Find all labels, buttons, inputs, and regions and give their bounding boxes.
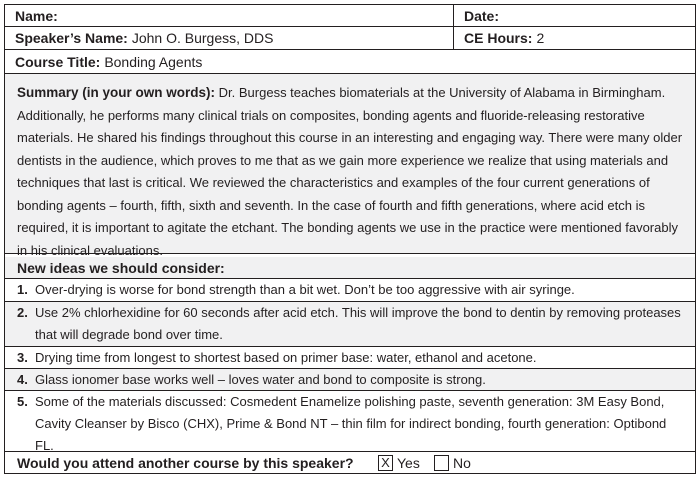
course-title-cell xyxy=(5,50,695,73)
speaker-ce-row xyxy=(5,27,695,50)
course-title-row xyxy=(5,50,695,74)
summary-label: Summary (in your own words): xyxy=(17,85,216,100)
idea-text: Some of the materials discussed: Cosmedent Enamelize polishing paste, seventh generation: 3M Easy Bond, Cavity Cleanser by Bisco (CHX), Prime & Bond NT – thin film for indirect bonding, fourth generation: Optibond FL. xyxy=(35,394,667,453)
idea-text: Use 2% chlorhexidine for 60 seconds after acid etch. This will improve the bond to dentin by removing proteases that will degrade bond over time. xyxy=(35,305,681,342)
idea-text: Over-drying is worse for bond strength than a bit wet. Don’t be too aggressive with air syringe. xyxy=(35,282,575,297)
speaker-value: John O. Burgess, DDS xyxy=(131,30,274,46)
idea-item xyxy=(5,391,695,451)
idea-number: 3. xyxy=(17,350,28,365)
idea-item xyxy=(5,279,695,302)
idea-number: 2. xyxy=(17,305,28,320)
idea-item xyxy=(5,302,695,347)
idea-text: Drying time from longest to shortest based on primer base: water, ethanol and acetone. xyxy=(35,350,537,365)
yes-label: Yes xyxy=(397,455,420,471)
idea-number: 5. xyxy=(17,394,28,409)
attend-again-row xyxy=(5,451,695,473)
speaker-cell xyxy=(5,27,453,49)
yes-checkbox[interactable]: X xyxy=(378,455,393,471)
course-title-label: Course Title: xyxy=(15,53,101,70)
course-evaluation-form xyxy=(4,4,696,474)
ce-hours-cell xyxy=(453,27,695,49)
no-checkbox[interactable] xyxy=(434,455,449,471)
attend-again-question: Would you attend another course by this speaker? xyxy=(17,455,354,471)
date-label: Date: xyxy=(464,7,500,24)
idea-text: Glass ionomer base works well – loves water and bond to composite is strong. xyxy=(35,372,486,387)
date-cell[interactable] xyxy=(453,5,695,26)
ce-hours-label: CE Hours: xyxy=(464,30,533,46)
new-ideas-heading: New ideas we should consider: xyxy=(5,257,695,279)
summary-text: Dr. Burgess teaches biomaterials at the University of Alabama in Birmingham. Additionally, he performs many clinical trials on composites, bonding agents and fluoride-releasing restorative materials. He shared his findings throughout this course in an interesting and engaging way. There were many older dentists in the audience, which proves to me that as we gain more experience we realize that using materials and techniques that last is critical. We reviewed the characteristics and examples of the four current generations of bonding agents – fourth, fifth, sixth and seventh. In the case of fourth and fifth generations, where acid etch is required, it is important to agitate the etchant. The bonding agents we use in the practice were mentioned favorably in his clinical evaluations. xyxy=(17,85,683,258)
idea-item xyxy=(5,347,695,369)
idea-number: 4. xyxy=(17,372,28,387)
speaker-label: Speaker’s Name: xyxy=(15,30,128,46)
idea-item xyxy=(5,369,695,391)
name-date-row xyxy=(5,5,695,27)
course-title-value: Bonding Agents xyxy=(104,53,203,70)
idea-number: 1. xyxy=(17,282,28,297)
summary-section xyxy=(5,74,695,258)
name-label: Name: xyxy=(15,7,58,24)
ce-hours-value: 2 xyxy=(536,30,545,46)
no-label: No xyxy=(453,455,471,471)
name-cell[interactable] xyxy=(5,5,453,26)
